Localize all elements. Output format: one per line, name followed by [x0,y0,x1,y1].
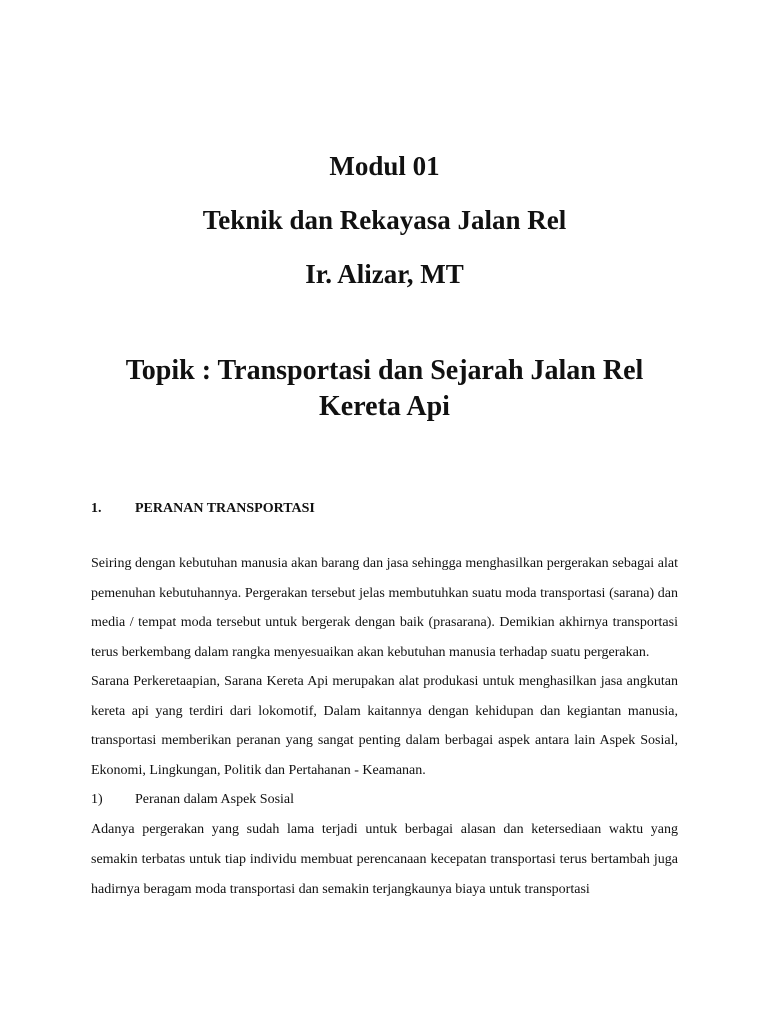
author-name: Ir. Alizar, MT [305,259,464,289]
paragraph-3: Adanya pergerakan yang sudah lama terjadi untuk berbagai alasan dan ketersediaan waktu yang semakin terbatas untuk tiap individu membuat perencanaan kecepatan transportasi terus bertambah juga hadirnya beragam moda transportasi dan semakin terjangkaunya biaya untuk transportasi [91,821,678,897]
section-heading [91,499,678,519]
subsection-number: 1) [91,792,103,807]
subsection-heading [91,785,678,815]
title-block [91,0,678,301]
paragraph-2: Sarana Perkeretaapian, Sarana Kereta Api merupakan alat produkasi untuk menghasilkan jasa angkutan kereta api yang terdiri dari lokomotif, Dalam kaitannya dengan kehidupan dan kegiantan manusia, transportasi memberikan peranan yang sangat penting dalam berbagai aspek antara lain Aspek Sosial, Ekonomi, Lingkungan, Politik dan Pertahanan - Keamanan. [91,674,678,778]
section-number: 1. [91,501,102,516]
subsection-title: Peranan dalam Aspek Sosial [135,792,295,807]
course-title: Teknik dan Rekayasa Jalan Rel [202,205,567,235]
module-title: Modul 01 [329,151,440,181]
section-title: PERANAN TRANSPORTASI [135,501,315,516]
topic-heading: Topik : Transportasi dan Sejarah Jalan Rel Kereta Api [125,355,644,422]
paragraph-1: Seiring dengan kebutuhan manusia akan barang dan jasa sehingga menghasilkan pergerakan sebagai alat pemenuhan kebutuhannya. Pergerakan tersebut jelas membutuhkan suatu moda transportasi (sarana) dan media / tempat moda tersebut untuk bergerak dengan baik (prasarana). Demikian akhirnya transportasi terus berkembang dalam rangka menyesuaikan akan kebutuhan manusia terhadap suatu pergerakan. [91,556,678,660]
